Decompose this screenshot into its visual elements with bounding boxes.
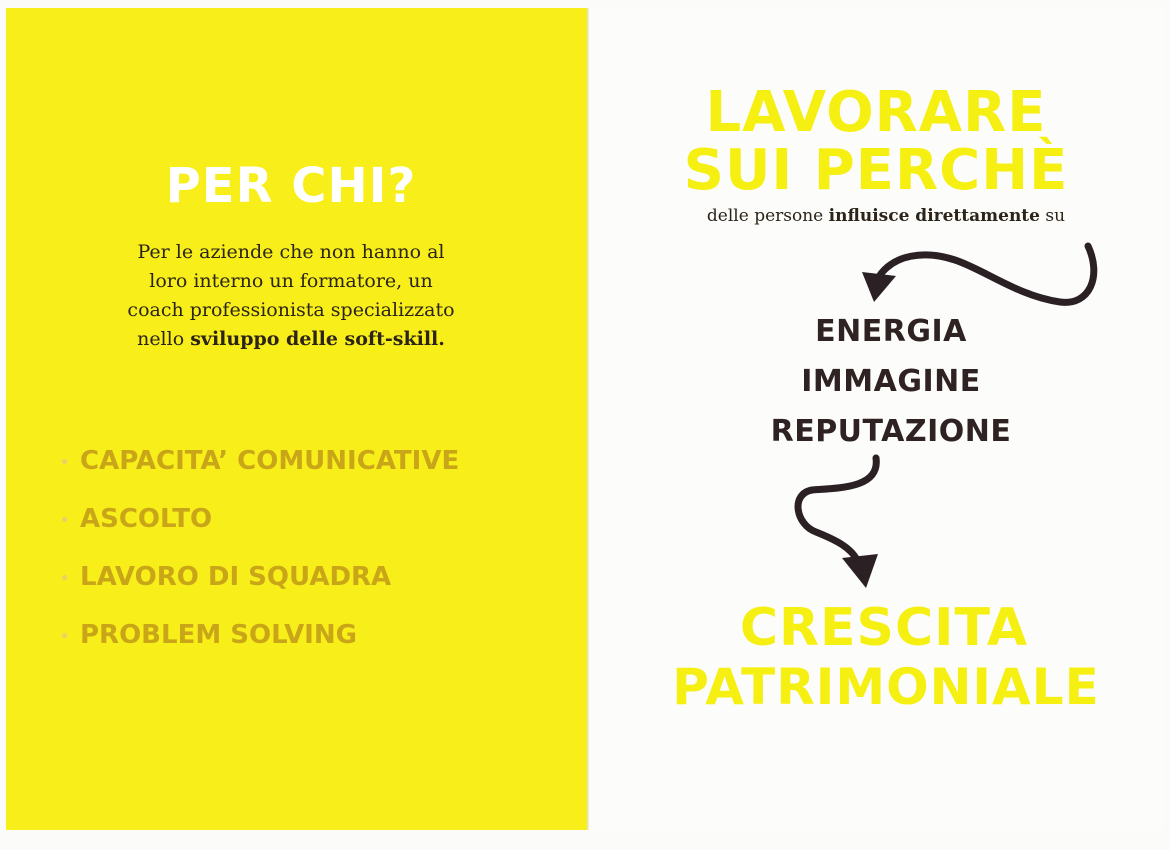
result-line1: CRESCITA — [739, 598, 1029, 658]
intro-line-last — [0, 325, 582, 354]
skill-item — [62, 490, 459, 548]
right-title-line1: LAVORARE — [705, 80, 1047, 145]
bullet-dot-icon — [62, 517, 67, 522]
bullet-dot-icon — [62, 575, 67, 580]
skill-label: PROBLEM SOLVING — [80, 620, 357, 650]
intro-last-prefix: nello — [137, 328, 191, 350]
bullet-dot-icon — [62, 633, 67, 638]
result-line2: PATRIMONIALE — [672, 658, 1100, 716]
intro-line: loro interno un formatore, un — [149, 270, 433, 292]
intro-paragraph — [0, 238, 582, 354]
skill-label: ASCOLTO — [80, 504, 213, 534]
intro-line: coach professionista specializzato — [127, 299, 455, 321]
right-subline — [588, 206, 1170, 226]
skill-label: CAPACITA’ COMUNICATIVE — [80, 446, 460, 476]
word-reputazione: REPUTAZIONE — [770, 414, 1012, 449]
intro-last-bold: sviluppo delle soft-skill. — [190, 328, 445, 350]
subline-prefix: delle persone — [706, 206, 829, 226]
intro-line: Per le aziende che non hanno al — [137, 241, 445, 263]
right-title-line2: SUI PERCHÈ — [683, 138, 1069, 203]
skill-item — [62, 432, 459, 490]
left-page — [6, 8, 588, 830]
bullet-dot-icon — [62, 459, 67, 464]
word-energia: ENERGIA — [815, 314, 967, 349]
skill-item — [62, 548, 459, 606]
subline-bold: influisce direttamente — [828, 206, 1040, 226]
per-chi-title: PER CHI? — [165, 158, 417, 214]
subline-suffix: su — [1039, 206, 1066, 226]
skill-label: LAVORO DI SQUADRA — [80, 562, 392, 592]
word-immagine: IMMAGINE — [801, 364, 981, 399]
skill-item — [62, 606, 459, 664]
skills-list — [62, 432, 459, 664]
